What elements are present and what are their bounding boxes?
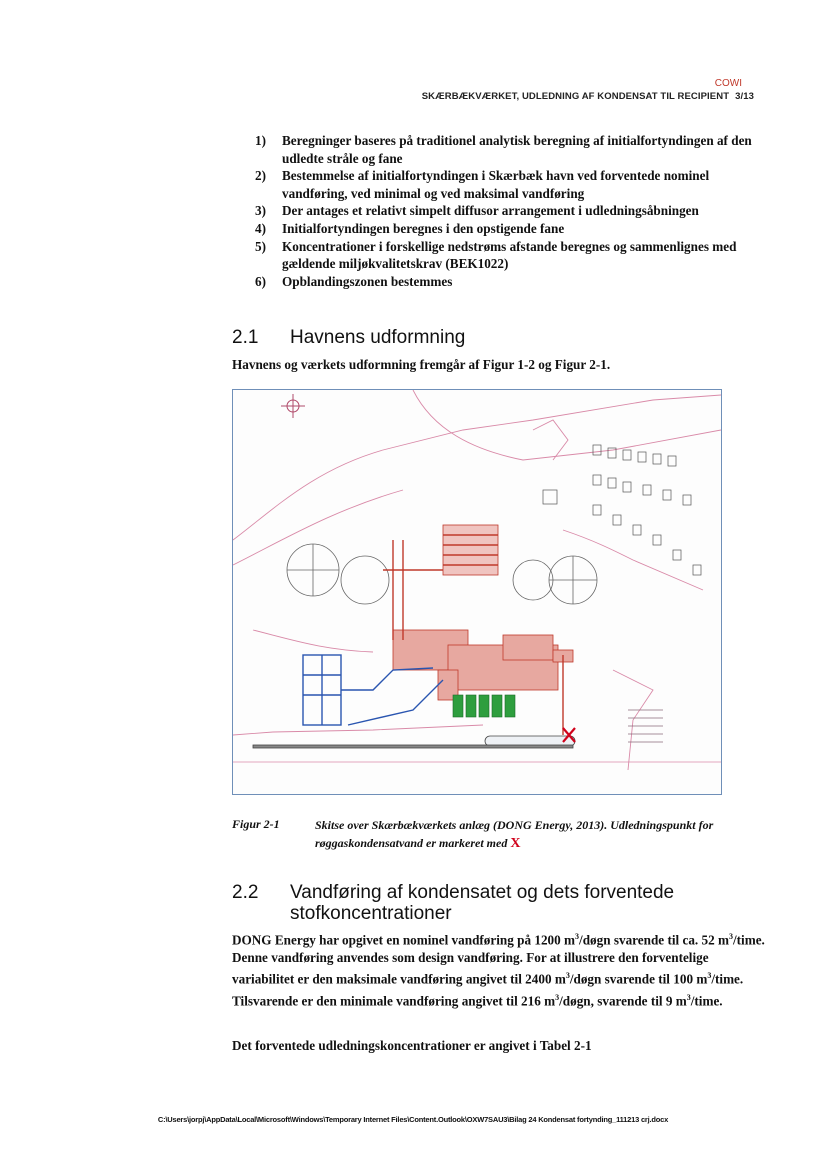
running-title: SKÆRBÆKVÆRKET, UDLEDNING AF KONDENSAT TIL RECIPIENT <box>421 91 730 102</box>
list-item: 4) Initialfortyndingen beregnes i den opstigende fane <box>255 220 565 236</box>
list-item: 5) Koncentrationer i forskellige nedstrøms afstande beregnes og sammenlignes med gældende miljøkvalitetskrav (BEK1022) <box>255 238 737 272</box>
section-number: 2.1 <box>232 327 259 348</box>
section-2-2-paragraph-2: Det forventede udledningskoncentrationer er angivet i Tabel 2-1 <box>232 1038 592 1053</box>
site-plan-drawing <box>233 390 721 794</box>
footer-file-path: C:\Users\jorpj\AppData\Local\Microsoft\Windows\Temporary Internet Files\Content.Outlook\OXW7SAU3\Bilag 24 Kondensat fortynding_111213 crj.docx <box>157 1115 669 1124</box>
section-2-2-paragraph: DONG Energy har opgivet en nominel vandføring på 1200 $m^3$/døgn svarende til ca. 52 $m^3$/time. Denne vandføring anvendes som design vandføring. For at illustrere den forventelige variabilitet er den maksimale vandføring angivet til 2400 $m^3$/døgn svarende til 100 $m^3$/time. Tilsvarende er den minimale vandføring angivet til 216 $m^3$/døgn, svarende til 9 $m^3$/time. <box>232 932 765 1009</box>
page-number: 3/13 <box>735 91 754 102</box>
brand-logo: COWI <box>714 78 742 89</box>
list-item: 3) Der antages et relativt simpelt diffusor arrangement i udledningsåbningen <box>255 203 699 219</box>
method-steps-list <box>255 132 755 290</box>
figure-caption: Skitse over Skærbækværkets anlæg (DONG Energy, 2013). Udledningspunkt for røggaskondensatvand er markeret med X <box>315 818 714 851</box>
section-heading-2-2 <box>232 882 712 924</box>
discharge-marker-label: X <box>510 835 521 851</box>
section-title: Havnens udformning <box>290 327 466 348</box>
list-item: 1) Beregninger baseres på traditionel analytisk beregning af initialfortyndingen af den udledte stråle og fane <box>255 133 752 166</box>
site-plan-figure <box>232 389 722 795</box>
list-item: 6) Opblandingszonen bestemmes <box>255 273 453 289</box>
section-title: Vandføring af kondensatet og dets forventede stofkoncentrationer <box>290 882 675 924</box>
running-header <box>422 91 754 102</box>
section-heading-2-1 <box>232 327 465 349</box>
figure-label: Figur 2-1 <box>232 817 280 831</box>
list-item: 2) Bestemmelse af initialfortyndingen i Skærbæk havn ved forventede nominel vandføring, ved minimal og ved maksimal vandføring <box>255 168 710 201</box>
section-2-1-paragraph: Havnens og værkets udformning fremgår af Figur 1-2 og Figur 2-1. <box>232 357 611 372</box>
section-number: 2.2 <box>232 882 259 903</box>
